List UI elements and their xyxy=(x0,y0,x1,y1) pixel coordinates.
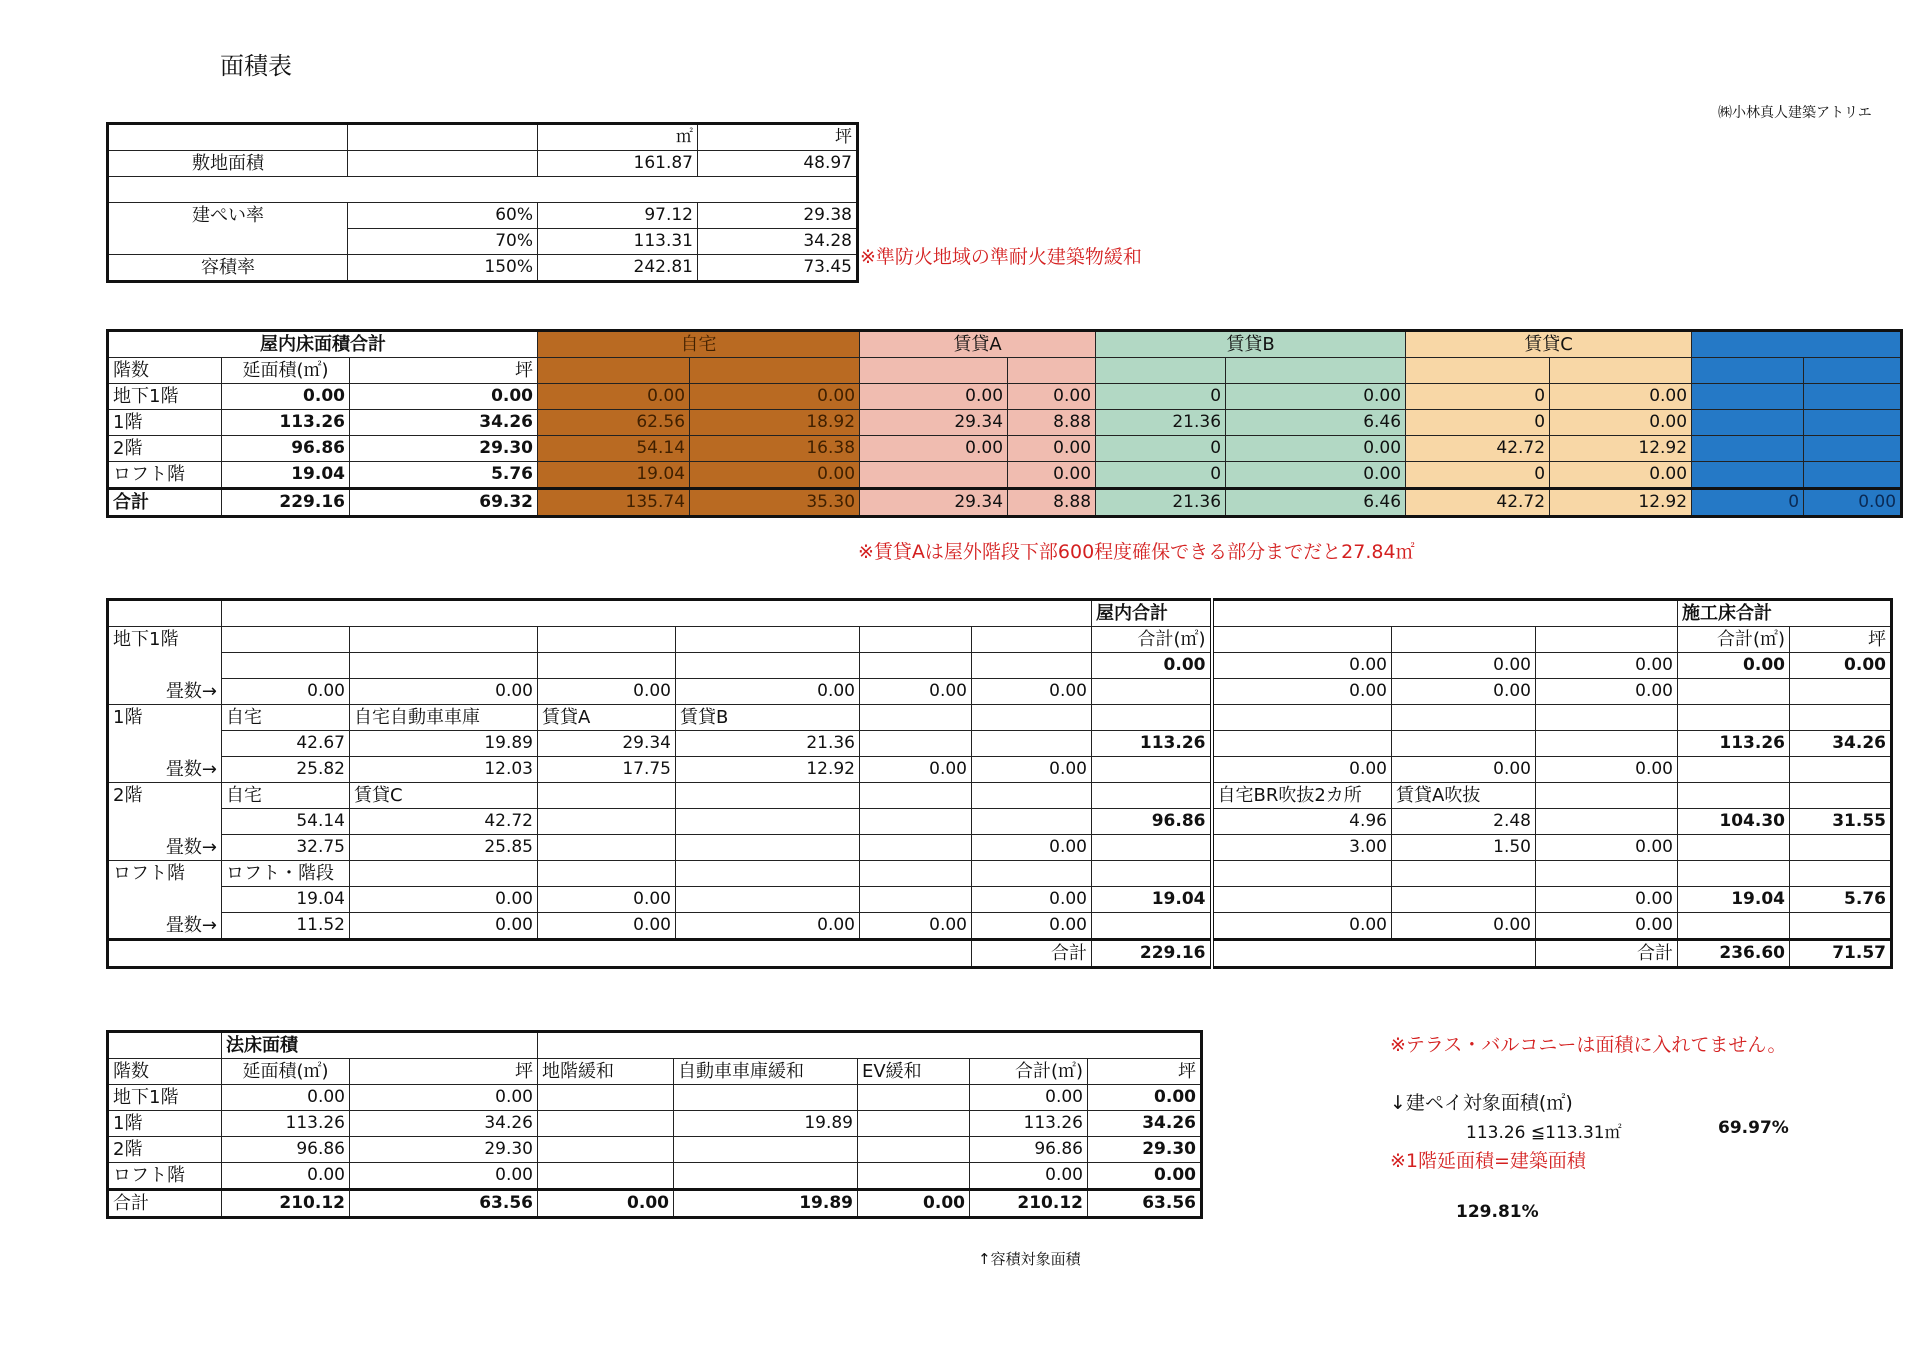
indoor-area-table xyxy=(106,329,1903,518)
bcr-label: 建ぺい率 xyxy=(108,203,348,255)
legal-total-tsubo: 63.56 xyxy=(350,1190,538,1218)
detail-con-total-tsubo: 71.57 xyxy=(1790,940,1892,968)
legal-area: 96.86 xyxy=(222,1137,350,1163)
rental-a-note: ※賃貸Aは屋外階段下部600程度確保できる部分までだと27.84㎡ xyxy=(858,541,1415,563)
table-row xyxy=(108,384,1902,410)
b-m2: 0 xyxy=(1096,436,1226,462)
loft-t1: 11.52 xyxy=(222,913,350,940)
b1-con-tsubo: 0.00 xyxy=(1790,653,1892,679)
f1-con-tsubo: 34.26 xyxy=(1790,731,1892,757)
loft-con-m2: 19.04 xyxy=(1678,887,1790,913)
far-target-footnote: ↑容積対象面積 xyxy=(978,1250,1081,1268)
b-tsubo: 0.00 xyxy=(1226,384,1406,410)
detail-total-label: 合計 xyxy=(972,940,1092,968)
total-row xyxy=(108,1190,1202,1218)
loft-t3: 0.00 xyxy=(538,913,676,940)
b1-s6: 0.00 xyxy=(1536,679,1678,705)
f2-con-m2: 104.30 xyxy=(1678,809,1790,835)
loft-ev3: 0.00 xyxy=(1536,887,1678,913)
legal-total-sum-tsubo: 63.56 xyxy=(1088,1190,1202,1218)
legal-bas xyxy=(538,1163,674,1190)
home-tsubo: 0.00 xyxy=(690,462,860,489)
legal-col-ev: EV緩和 xyxy=(858,1059,970,1085)
detail-hdr-blank2 xyxy=(1212,600,1678,627)
group-rental-a: 賃貸A xyxy=(860,331,1096,358)
bcr2-pct: 70% xyxy=(348,229,538,255)
table-row xyxy=(108,1137,1202,1163)
legal-sum-tsubo: 34.26 xyxy=(1088,1111,1202,1137)
loft-t5: 0.00 xyxy=(860,913,972,940)
home-m2: 19.04 xyxy=(538,462,690,489)
tsubo-value: 0.00 xyxy=(350,384,538,410)
legal-sum-tsubo: 0.00 xyxy=(1088,1085,1202,1111)
a-m2 xyxy=(860,462,1008,489)
legal-ev xyxy=(858,1163,970,1190)
b1-t1: 0.00 xyxy=(222,679,350,705)
a-tsubo: 0.00 xyxy=(1008,384,1096,410)
legal-floor: 2階 xyxy=(108,1137,222,1163)
legal-sum-tsubo: 0.00 xyxy=(1088,1163,1202,1190)
bcr1-tsubo: 29.38 xyxy=(698,203,858,229)
a-total-tsubo: 8.88 xyxy=(1008,489,1096,517)
loft-v1: 19.04 xyxy=(222,887,350,913)
c-tsubo: 0.00 xyxy=(1550,410,1692,436)
a-total-m2: 29.34 xyxy=(860,489,1008,517)
f1-t5: 0.00 xyxy=(860,757,972,783)
f2-ev2: 2.48 xyxy=(1392,809,1536,835)
legal-gar: 19.89 xyxy=(674,1111,858,1137)
site-hdr-blank2 xyxy=(348,124,538,151)
bcr-relief-note: ※準防火地域の準耐火建築物緩和 xyxy=(860,246,1142,268)
area-value: 0.00 xyxy=(222,384,350,410)
loft-t6: 0.00 xyxy=(972,913,1092,940)
c-total-tsubo: 12.92 xyxy=(1550,489,1692,517)
b1-t4: 0.00 xyxy=(676,679,860,705)
x-hdr-1 xyxy=(1692,358,1804,384)
loft-n1: ロフト・階段 xyxy=(222,861,350,887)
f2-s1: 3.00 xyxy=(1212,835,1392,861)
legal-ev xyxy=(858,1137,970,1163)
f1-v3: 29.34 xyxy=(538,731,676,757)
group-blank-blue xyxy=(1692,331,1902,358)
loft-s1: 0.00 xyxy=(1212,913,1392,940)
tsubo-value: 34.26 xyxy=(350,410,538,436)
site-area-tsubo: 48.97 xyxy=(698,151,858,177)
home-m2: 54.14 xyxy=(538,436,690,462)
b1-t5: 0.00 xyxy=(860,679,972,705)
detail-hdr-blank xyxy=(222,600,1092,627)
loft-con-tsubo: 5.76 xyxy=(1790,887,1892,913)
legal-total-label: 合計 xyxy=(108,1190,222,1218)
loft-v3: 0.00 xyxy=(538,887,676,913)
home-tsubo: 0.00 xyxy=(690,384,860,410)
legal-tsubo: 34.26 xyxy=(350,1111,538,1137)
table-row xyxy=(108,1163,1202,1190)
b-hdr-1 xyxy=(1096,358,1226,384)
b1-s1: 0.00 xyxy=(1212,653,1392,679)
home-total-m2: 135.74 xyxy=(538,489,690,517)
loft-s2: 0.00 xyxy=(1392,913,1536,940)
legal-sum: 96.86 xyxy=(970,1137,1088,1163)
col-floor: 階数 xyxy=(108,358,222,384)
legal-col-garage: 自動車車庫緩和 xyxy=(674,1059,858,1085)
far-label: 容積率 xyxy=(108,255,348,282)
legal-gar xyxy=(674,1085,858,1111)
area-value: 19.04 xyxy=(222,462,350,489)
total-row xyxy=(108,489,1902,517)
loft-tatami-label: 畳数→ xyxy=(108,913,222,940)
f2-label: 2階 xyxy=(108,783,222,809)
a-hdr-2 xyxy=(1008,358,1096,384)
f2-indoor-total: 96.86 xyxy=(1092,809,1212,835)
x-tsubo xyxy=(1804,410,1902,436)
bcr1-m2: 97.12 xyxy=(538,203,698,229)
far-pct: 150% xyxy=(348,255,538,282)
f1-v2: 19.89 xyxy=(350,731,538,757)
a-tsubo: 8.88 xyxy=(1008,410,1096,436)
f1-tatami-label: 畳数→ xyxy=(108,757,222,783)
legal-tsubo: 0.00 xyxy=(350,1085,538,1111)
f2-tatami-label: 畳数→ xyxy=(108,835,222,861)
legal-col-sum-tsubo: 坪 xyxy=(1088,1059,1202,1085)
f1-label: 1階 xyxy=(108,705,222,731)
c-tsubo: 0.00 xyxy=(1550,462,1692,489)
b1-label: 地下1階 xyxy=(108,627,222,653)
legal-area: 0.00 xyxy=(222,1085,350,1111)
col-tsubo: 坪 xyxy=(350,358,538,384)
f2-e1: 自宅BR吹抜2カ所 xyxy=(1212,783,1392,809)
loft-label: ロフト階 xyxy=(108,861,222,887)
legal-total-bas: 0.00 xyxy=(538,1190,674,1218)
site-spacer-row xyxy=(108,177,858,203)
loft-v2: 0.00 xyxy=(350,887,538,913)
f2-t2: 25.85 xyxy=(350,835,538,861)
loft-indoor-total: 19.04 xyxy=(1092,887,1212,913)
loft-v6: 0.00 xyxy=(972,887,1092,913)
legal-col-area: 延面積(㎡) xyxy=(222,1059,350,1085)
f1-n4: 賃貸B xyxy=(676,705,860,731)
table-row xyxy=(108,1085,1202,1111)
b-m2: 21.36 xyxy=(1096,410,1226,436)
b-hdr-2 xyxy=(1226,358,1406,384)
far-m2: 242.81 xyxy=(538,255,698,282)
legal-col-floor: 階数 xyxy=(108,1059,222,1085)
table-row xyxy=(108,1111,1202,1137)
detail-total: 229.16 xyxy=(1092,940,1212,968)
page-title: 面積表 xyxy=(220,52,292,80)
x-m2 xyxy=(1692,410,1804,436)
legal-ev xyxy=(858,1085,970,1111)
f2-s3: 0.00 xyxy=(1536,835,1678,861)
group-rental-b: 賃貸B xyxy=(1096,331,1406,358)
site-hdr-m2: ㎡ xyxy=(538,124,698,151)
floor-label: 2階 xyxy=(108,436,222,462)
x-tsubo xyxy=(1804,384,1902,410)
f2-n1: 自宅 xyxy=(222,783,350,809)
b1-tatami-label: 畳数→ xyxy=(108,679,222,705)
site-area-label: 敷地面積 xyxy=(108,151,348,177)
detail-hdr-corner xyxy=(108,600,222,627)
b1-sum-hdr: 合計(㎡) xyxy=(1092,627,1212,653)
f2-n2: 賃貸C xyxy=(350,783,538,809)
group-rental-c: 賃貸C xyxy=(1406,331,1692,358)
f2-ev1: 4.96 xyxy=(1212,809,1392,835)
table-row xyxy=(108,436,1902,462)
bcr-target-label: ↓建ペイ対象面積(㎡) xyxy=(1390,1092,1573,1114)
legal-sum: 0.00 xyxy=(970,1085,1088,1111)
legal-bas xyxy=(538,1137,674,1163)
bcr-target-calc: 113.26 ≦113.31㎡ xyxy=(1466,1123,1622,1143)
bcr1-pct: 60% xyxy=(348,203,538,229)
legal-gar xyxy=(674,1137,858,1163)
total-area: 229.16 xyxy=(222,489,350,517)
legal-total-sum: 210.12 xyxy=(970,1190,1088,1218)
bcr2-m2: 113.31 xyxy=(538,229,698,255)
f1-n1: 自宅 xyxy=(222,705,350,731)
table-row xyxy=(108,410,1902,436)
legal-floor: 地下1階 xyxy=(108,1085,222,1111)
loft-t4: 0.00 xyxy=(676,913,860,940)
floor-label: ロフト階 xyxy=(108,462,222,489)
detail-breakdown-table xyxy=(106,598,1893,969)
legal-floor: ロフト階 xyxy=(108,1163,222,1190)
detail-con-total-label: 合計 xyxy=(1536,940,1678,968)
legal-gar xyxy=(674,1163,858,1190)
c-total-m2: 42.72 xyxy=(1406,489,1550,517)
f2-t6: 0.00 xyxy=(972,835,1092,861)
f1-n2: 自宅自動車車庫 xyxy=(350,705,538,731)
c-hdr-2 xyxy=(1550,358,1692,384)
total-label: 合計 xyxy=(108,489,222,517)
c-m2: 0 xyxy=(1406,410,1550,436)
b1-s3: 0.00 xyxy=(1536,653,1678,679)
home-tsubo: 16.38 xyxy=(690,436,860,462)
floor-label: 地下1階 xyxy=(108,384,222,410)
x-total-m2: 0 xyxy=(1692,489,1804,517)
legal-col-basement: 地階緩和 xyxy=(538,1059,674,1085)
f2-con-tsubo: 31.55 xyxy=(1790,809,1892,835)
b1-t2: 0.00 xyxy=(350,679,538,705)
b1-con-tsubo-hdr: 坪 xyxy=(1790,627,1892,653)
f2-v1: 54.14 xyxy=(222,809,350,835)
b-tsubo: 6.46 xyxy=(1226,410,1406,436)
legal-bas xyxy=(538,1085,674,1111)
legal-tsubo: 0.00 xyxy=(350,1163,538,1190)
f1-v4: 21.36 xyxy=(676,731,860,757)
f1-t6: 0.00 xyxy=(972,757,1092,783)
site-area-m2: 161.87 xyxy=(538,151,698,177)
area-value: 96.86 xyxy=(222,436,350,462)
far-actual-pct: 129.81% xyxy=(1456,1202,1539,1222)
f2-s2: 1.50 xyxy=(1392,835,1536,861)
legal-bas xyxy=(538,1111,674,1137)
c-tsubo: 12.92 xyxy=(1550,436,1692,462)
f2-e2: 賃貸A吹抜 xyxy=(1392,783,1536,809)
f2-t1: 32.75 xyxy=(222,835,350,861)
home-hdr-1 xyxy=(538,358,690,384)
a-tsubo: 0.00 xyxy=(1008,436,1096,462)
legal-floor: 1階 xyxy=(108,1111,222,1137)
legal-area: 0.00 xyxy=(222,1163,350,1190)
b1-s2: 0.00 xyxy=(1392,653,1536,679)
legal-tsubo: 29.30 xyxy=(350,1137,538,1163)
b1-t3: 0.00 xyxy=(538,679,676,705)
home-hdr-2 xyxy=(690,358,860,384)
group-home: 自宅 xyxy=(538,331,860,358)
indoor-total-hdr: 屋内合計 xyxy=(1092,600,1212,627)
a-m2: 0.00 xyxy=(860,436,1008,462)
home-tsubo: 18.92 xyxy=(690,410,860,436)
loft-s3: 0.00 xyxy=(1536,913,1678,940)
b-tsubo: 0.00 xyxy=(1226,436,1406,462)
f1-t4: 12.92 xyxy=(676,757,860,783)
f1-s2: 0.00 xyxy=(1392,757,1536,783)
tsubo-value: 5.76 xyxy=(350,462,538,489)
legal-col-tsubo: 坪 xyxy=(350,1059,538,1085)
far-tsubo: 73.45 xyxy=(698,255,858,282)
x-total-tsubo: 0.00 xyxy=(1804,489,1902,517)
bcr-target-pct: 69.97% xyxy=(1718,1118,1789,1138)
f1-n3: 賃貸A xyxy=(538,705,676,731)
tsubo-value: 29.30 xyxy=(350,436,538,462)
col-area: 延面積(㎡) xyxy=(222,358,350,384)
b1-con-m2: 0.00 xyxy=(1678,653,1790,679)
first-floor-note: ※1階延面積=建築面積 xyxy=(1390,1150,1586,1172)
bcr2-tsubo: 34.28 xyxy=(698,229,858,255)
legal-sum-tsubo: 29.30 xyxy=(1088,1137,1202,1163)
b-tsubo: 0.00 xyxy=(1226,462,1406,489)
f1-s3: 0.00 xyxy=(1536,757,1678,783)
legal-ev xyxy=(858,1111,970,1137)
indoor-title: 屋内床面積合計 xyxy=(108,331,538,358)
legal-sum: 113.26 xyxy=(970,1111,1088,1137)
legal-sum: 0.00 xyxy=(970,1163,1088,1190)
legal-col-sum: 合計(㎡) xyxy=(970,1059,1088,1085)
home-m2: 0.00 xyxy=(538,384,690,410)
legal-area-table xyxy=(106,1030,1203,1219)
a-tsubo: 0.00 xyxy=(1008,462,1096,489)
b1-t6: 0.00 xyxy=(972,679,1092,705)
site-hdr-tsubo: 坪 xyxy=(698,124,858,151)
x-m2 xyxy=(1692,462,1804,489)
c-m2: 0 xyxy=(1406,462,1550,489)
b-m2: 0 xyxy=(1096,462,1226,489)
f1-t1: 25.82 xyxy=(222,757,350,783)
legal-total-area: 210.12 xyxy=(222,1190,350,1218)
f2-v2: 42.72 xyxy=(350,809,538,835)
c-tsubo: 0.00 xyxy=(1550,384,1692,410)
b1-s5: 0.00 xyxy=(1392,679,1536,705)
legal-area: 113.26 xyxy=(222,1111,350,1137)
area-value: 113.26 xyxy=(222,410,350,436)
home-total-tsubo: 35.30 xyxy=(690,489,860,517)
f1-s1: 0.00 xyxy=(1212,757,1392,783)
f1-t3: 17.75 xyxy=(538,757,676,783)
legal-title: 法床面積 xyxy=(222,1032,538,1059)
x-m2 xyxy=(1692,436,1804,462)
f1-v1: 42.67 xyxy=(222,731,350,757)
x-m2 xyxy=(1692,384,1804,410)
total-tsubo: 69.32 xyxy=(350,489,538,517)
b-total-m2: 21.36 xyxy=(1096,489,1226,517)
legal-total-gar: 19.89 xyxy=(674,1190,858,1218)
a-m2: 29.34 xyxy=(860,410,1008,436)
company-name: ㈱小林真人建築アトリエ xyxy=(1718,105,1872,121)
x-tsubo xyxy=(1804,462,1902,489)
c-hdr-1 xyxy=(1406,358,1550,384)
loft-t2: 0.00 xyxy=(350,913,538,940)
site-area-blank xyxy=(348,151,538,177)
site-area-table xyxy=(106,122,859,283)
x-tsubo xyxy=(1804,436,1902,462)
f1-indoor-total: 113.26 xyxy=(1092,731,1212,757)
f1-con-m2: 113.26 xyxy=(1678,731,1790,757)
c-m2: 0 xyxy=(1406,384,1550,410)
b1-con-sum-hdr: 合計(㎡) xyxy=(1678,627,1790,653)
floor-label: 1階 xyxy=(108,410,222,436)
x-hdr-2 xyxy=(1804,358,1902,384)
table-row xyxy=(108,462,1902,489)
b1-indoor-total: 0.00 xyxy=(1092,653,1212,679)
b-total-tsubo: 6.46 xyxy=(1226,489,1406,517)
a-hdr-1 xyxy=(860,358,1008,384)
f1-t2: 12.03 xyxy=(350,757,538,783)
b1-s4: 0.00 xyxy=(1212,679,1392,705)
site-hdr-blank xyxy=(108,124,348,151)
terrace-note: ※テラス・バルコニーは面積に入れてません。 xyxy=(1390,1034,1787,1056)
c-m2: 42.72 xyxy=(1406,436,1550,462)
home-m2: 62.56 xyxy=(538,410,690,436)
a-m2: 0.00 xyxy=(860,384,1008,410)
construct-total-hdr: 施工床合計 xyxy=(1678,600,1892,627)
detail-con-total-m2: 236.60 xyxy=(1678,940,1790,968)
b-m2: 0 xyxy=(1096,384,1226,410)
legal-total-ev: 0.00 xyxy=(858,1190,970,1218)
